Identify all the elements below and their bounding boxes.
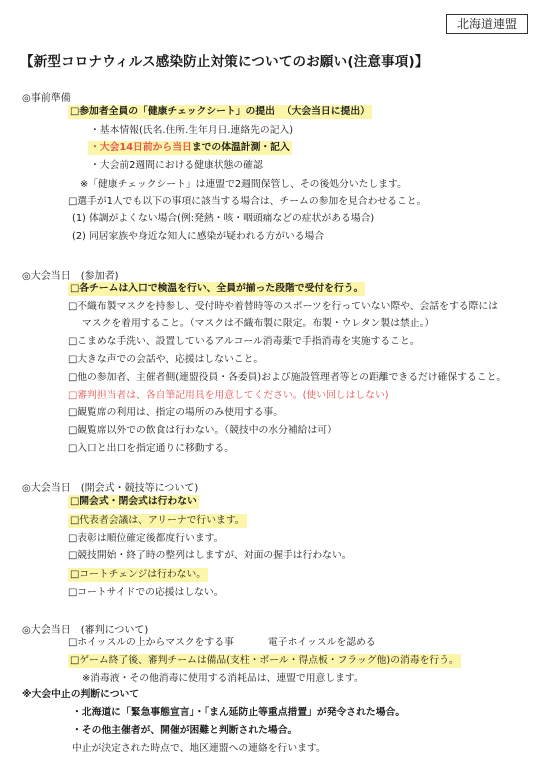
temperature-record-item	[88, 141, 292, 155]
whistle-item: □ホイッスルの上からマスクをする事	[68, 637, 234, 648]
condition-case-1: (1) 体調がよくない場合(例:発熱・咳・咽頭痛などの症状がある場合)	[72, 213, 375, 224]
team-withdraw-note: □選手が1人でも以下の事項に該当する場合は、チームの参加を見合わせること。	[68, 196, 427, 207]
entry-exit-item: □入口と出口を指定通りに移動する。	[68, 443, 235, 454]
court-change-item: □コートチェンジは行わない。	[70, 569, 207, 580]
section-heading-cancellation: ※大会中止の判断について	[22, 689, 140, 700]
courtside-cheer-item: □コートサイドでの応援はしない。	[68, 587, 224, 598]
health-confirm-item: ・大会前2週間における健康状態の確認	[90, 160, 263, 171]
checkin-item: □各チームは入口で検温を行い、全員が揃った段階で受付を行う。	[70, 283, 364, 294]
mask-item-line1: □不織布製マスクを持参し、受付時や着替時等のスポーツを行っていない際や、会話をする際には	[68, 301, 498, 312]
eating-item: □観覧席以外での飲食は行わない。（競技中の水分補給は可）	[68, 425, 337, 436]
emergency-condition: ・北海道に「緊急事態宣言」・「まん延防止等重点措置」が発令された場合。	[72, 707, 406, 718]
seats-item: □観覧席の利用は、指定の場所のみ使用する事。	[68, 407, 283, 418]
pen-item: □審判担当者は、各自筆記用具を用意してください。(使い回しはしない)	[68, 390, 389, 401]
ceremony-item: □開会式・閉会式は行わない	[70, 496, 197, 507]
temperature-period: ・大会14日前から当日	[90, 142, 192, 153]
supplies-note: ※消毒液・その他消毒に使用する消耗品は、連盟で用意します。	[82, 673, 364, 684]
handwash-item: □こまめな手洗い、設置しているアルコール消毒薬で手指消毒を実施すること。	[68, 336, 420, 347]
award-item: □表彰は順位確定後都度行います。	[68, 533, 224, 544]
disinfect-item: □ゲーム終了後、審判チームは備品(支柱・ボール・得点板・フラッグ他)の消毒を行う。	[70, 655, 459, 666]
voice-item: □大きな声での会話や、応援はしないこと。	[68, 354, 264, 365]
mask-item-line2: マスクを着用すること。（マスクは不織布製に限定。布製・ウレタン製は禁止。）	[82, 318, 435, 329]
temperature-record-label: までの体温計測・記入	[191, 142, 290, 153]
check-sheet-item	[68, 105, 372, 119]
organization-badge: 北海道連盟	[446, 14, 528, 34]
section-heading-participants: ◎大会当日 (参加者)	[22, 271, 119, 282]
check-sheet-note: （大会当日に提出）	[281, 106, 370, 117]
section-heading-ceremony: ◎大会当日 (開会式・競技等について)	[22, 483, 199, 494]
page-title: 【新型コロナウィルス感染防止対策についてのお願い(注意事項)】	[20, 54, 429, 70]
whistle-note: 電子ホイッスルを認める	[268, 637, 376, 648]
section-heading-referee: ◎大会当日 (審判について)	[22, 625, 149, 636]
basic-info-item: ・基本情報(氏名.住所.生年月日.連絡先の記入)	[90, 125, 294, 136]
lineup-item: □競技開始・終了時の整列はしますが、対面の握手は行わない。	[68, 550, 352, 561]
other-condition: ・その他主催者が、開催が困難と判断された場合。	[72, 725, 298, 736]
contact-note: 中止が決定された時点で、地区連盟への連絡を行います。	[72, 743, 326, 754]
meeting-item: □代表者会議は、アリーナで行います。	[70, 515, 245, 526]
check-sheet-label: 参加者全員の「健康チェックシート」の提出	[79, 106, 275, 117]
checkbox-mark: □	[70, 106, 80, 117]
sheet-storage-note: ※「健康チェックシート」は連盟で2週間保管し、その後処分いたします。	[80, 179, 407, 190]
section-heading-preparation: ◎事前準備	[22, 93, 71, 104]
condition-case-2: (2) 同居家族や身近な知人に感染が疑われる方がいる場合	[72, 231, 325, 242]
distance-item: □他の参加者、主催者側(連盟役員・各委員)および施設管理者等との距離できるだけ確保すること。	[68, 372, 507, 383]
